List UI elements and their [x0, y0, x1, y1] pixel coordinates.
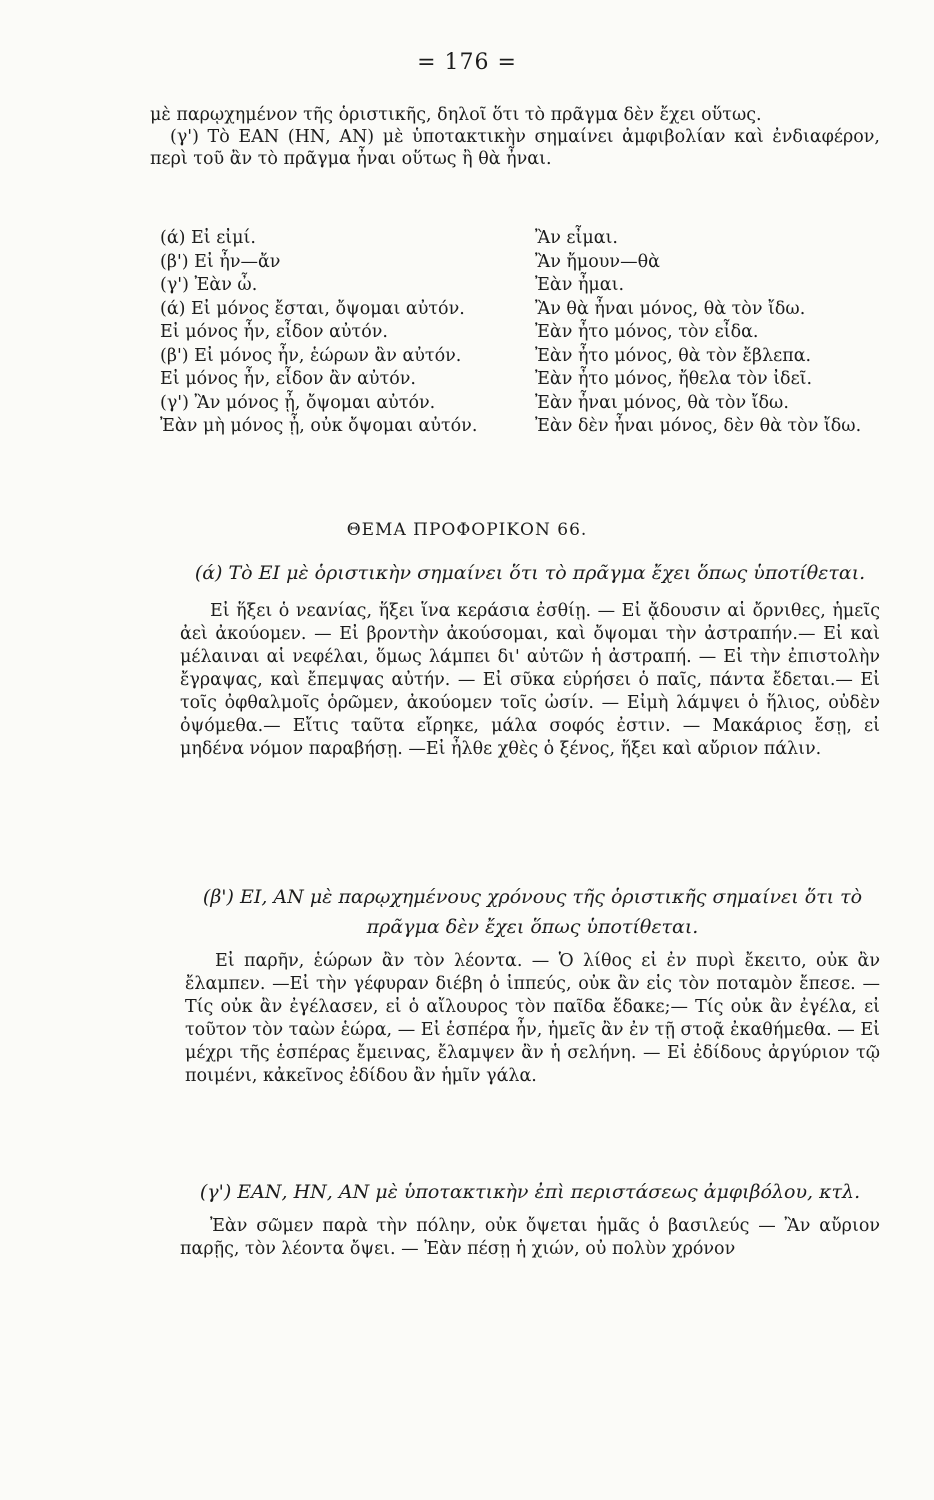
section-body: Εἰ ἥξει ὁ νεανίας, ἥξει ἵνα κεράσια ἐσθίῃ. — Εἰ ᾄδουσιν αἱ ὄρνιθες, ἡμεῖς ἀεὶ ἀκούομεν. — Εἰ βροντὴν ἀκούσομαι, καὶ ὄψομαι τὴν ἀστραπήν.— Εἰ καὶ μέλαιναι αἱ νεφέλαι, ὅμως λάμπει δι' αὐτῶν ἡ ἀστραπή. — Εἰ τὴν ἐπιστολὴν ἔγραψας, καὶ ἔπεμψας αὐτήν. — Εἰ σῦκα εὑρήσει ὁ παῖς, πάντα ἔδεται.— Εἰ τοῖς ὀφθαλμοῖς ὁρῶμεν, ἀκούομεν τοῖς ὠσίν. — Εἰμὴ λάμψει ὁ ἥλιος, οὐδὲν ὀψόμεθα.— Εἴτις ταῦτα εἴρηκε, μάλα σοφός ἐστιν. — Μακάριος ἔσῃ, εἰ μηδένα νόμον παραβήσῃ. —Εἰ ἦλθε χθὲς ὁ ξένος, ἥξει καὶ αὔριον πάλιν.: [180, 601, 880, 759]
example-modern: Ἐὰν δὲν ἦναι μόνος, δὲν θὰ τὸν ἴδω.: [535, 416, 862, 436]
example-row: [160, 322, 890, 346]
example-modern: Ἐὰν ἦμαι.: [535, 275, 625, 295]
section-b: [185, 882, 880, 1088]
section-body: Ἐὰν σῶμεν παρὰ τὴν πόλην, οὐκ ὄψεται ἡμᾶς ὁ βασιλεύς — Ἂν αὔριον παρῇς, τὸν λέοντα ὄψει. — Ἐὰν πέσῃ ἡ χιών, οὐ πολὺν χρόνον: [180, 1216, 880, 1259]
example-ancient: Ἐὰν μὴ μόνος ᾖ, οὐκ ὄψομαι αὐτόν.: [160, 416, 478, 436]
example-modern: Ἂν εἶμαι.: [535, 228, 618, 248]
section-a: [180, 558, 880, 761]
example-row: [160, 346, 890, 370]
page-number: = 176 =: [417, 50, 517, 75]
example-row: [160, 416, 890, 440]
example-modern: Ἂν ἤμουν—θὰ: [535, 251, 660, 272]
example-modern: Ἐὰν ἦτο μόνος, τὸν εἶδα.: [535, 322, 759, 342]
section-heading: (ά) Τὸ ΕΙ μὲ ὁριστικὴν σημαίνει ὅτι τὸ πρᾶγμα ἔχει ὅπως ὑποτίθεται.: [194, 562, 866, 584]
example-row: [160, 299, 890, 323]
intro-line-2: (γ') Τὸ ΕΑΝ (ΗΝ, ΑΝ) μὲ ὑποτακτικὴν σημαίνει ἀμφιβολίαν καὶ ἐνδιαφέρον, περὶ τοῦ ἂν τὸ πρᾶγμα ἦναι οὕτως ἢ θὰ ἦναι.: [150, 127, 880, 169]
example-ancient: (β') Εἰ ἦν—ἄν: [160, 251, 281, 272]
example-ancient: (ά) Εἰ εἰμί.: [160, 228, 256, 248]
example-row: [160, 275, 890, 299]
theme-title: ΘΕΜΑ ΠΡΟΦΟΡΙΚΟΝ 66.: [346, 520, 588, 540]
example-modern: Ἐὰν ἦναι μόνος, θὰ τὸν ἴδω.: [535, 392, 789, 413]
example-ancient: Εἰ μόνος ἦν, εἶδον αὐτόν.: [160, 322, 388, 342]
example-ancient: (γ') Ἐὰν ὦ.: [160, 275, 258, 295]
section-body: Εἰ παρῆν, ἑώρων ἂν τὸν λέοντα. — Ὁ λίθος εἰ ἐν πυρὶ ἔκειτο, οὐκ ἂν ἔλαμπεν. —Εἰ τὴν γέφυραν διέβη ὁ ἱππεύς, οὐκ ἂν εἰς τὸν ποταμὸν ἔπεσε. —Τίς οὐκ ἂν ἐγέλασεν, εἰ ὁ αἴλουρος τὸν παῖδα ἔδακε;— Τίς οὐκ ἂν ἐγέλα, εἰ τοῦτον τὸν ταὼν ἑώρα, — Εἰ ἑσπέρα ἦν, ἡμεῖς ἂν ἐν τῇ στοᾷ ἐκαθήμεθα. — Εἰ μέχρι τῆς ἑσπέρας ἔμεινας, ἔλαμψεν ἂν ἡ σελήνη. — Εἰ ἐδίδους ἀργύριον τῷ ποιμένι, κἀκεῖνος ἐδίδου ἂν ἡμῖν γάλα.: [185, 951, 880, 1086]
example-row: [160, 369, 890, 393]
intro-line-1: μὲ παρῳχημένον τῆς ὁριστικῆς, δηλοῖ ὅτι τὸ πρᾶγμα δὲν ἔχει οὕτως.: [150, 105, 762, 125]
section-c: [180, 1177, 880, 1261]
section-heading: (β') ΕΙ, ΑΝ μὲ παρῳχημένους χρόνους τῆς ὁριστικῆς σημαίνει ὅτι τὸ πρᾶγμα δὲν ἔχει ὅπως ὑποτίθεται.: [202, 886, 863, 938]
example-row: [160, 252, 890, 276]
example-row: [160, 228, 890, 252]
example-modern: Ἐὰν ἦτο μόνος, θὰ τὸν ἔβλεπα.: [535, 345, 812, 366]
example-ancient: (β') Εἰ μόνος ἦν, ἑώρων ἂν αὐτόν.: [160, 345, 462, 366]
example-row: [160, 393, 890, 417]
section-heading: (γ') ΕΑΝ, ΗΝ, ΑΝ μὲ ὑποτακτικὴν ἐπὶ περιστάσεως ἀμφιβόλου, κτλ.: [199, 1181, 861, 1203]
intro-paragraph: [150, 104, 880, 170]
examples-table: [160, 228, 890, 440]
example-modern: Ἂν θὰ ἦναι μόνος, θὰ τὸν ἴδω.: [535, 298, 806, 319]
example-ancient: Εἰ μόνος ἦν, εἶδον ἂν αὐτόν.: [160, 369, 416, 389]
example-modern: Ἐὰν ἦτο μόνος, ἤθελα τὸν ἰδεῖ.: [535, 369, 813, 389]
example-ancient: (ά) Εἰ μόνος ἔσται, ὄψομαι αὐτόν.: [160, 298, 465, 319]
example-ancient: (γ') Ἂν μόνος ᾖ, ὄψομαι αὐτόν.: [160, 392, 436, 413]
